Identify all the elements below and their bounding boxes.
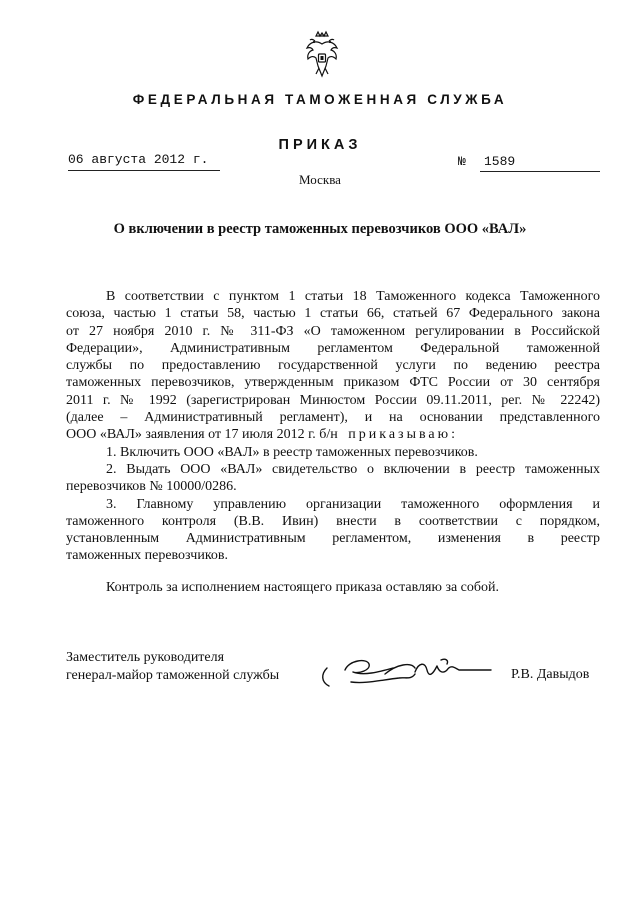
control-statement: Контроль за исполнением настоящего приказа оставляю за собой. (106, 580, 500, 595)
body-line: таможенных перевозчиков, утвержденным приказом ФТС России от 30 сентября (66, 375, 600, 391)
order-item-3-line: 3. Главному управлению организации таможенного оформления и (106, 496, 600, 512)
order-item-2-line: перевозчиков № 10000/0286. (66, 479, 237, 495)
signer-name: Р.В. Давыдов (511, 667, 590, 682)
body-line: 2011 г. № 1992 (зарегистрирован Минюстом России 09.11.2011, рег. № 22242) (66, 392, 600, 408)
signer-position-line: генерал-майор таможенной службы (66, 668, 280, 683)
document-type-title: ПРИКАЗ (278, 137, 362, 153)
double-headed-eagle-emblem-icon (302, 30, 342, 82)
body-line (66, 426, 600, 443)
body-line: союза, частью 1 статьи 58, частью 1 статьи 66, статьей 67 Федерального закона (66, 306, 600, 322)
order-item-3-line: установленным Административным регламентом, изменения в реестр (66, 531, 600, 547)
body-line: (далее – Административный регламент), и на основании представленного (66, 410, 600, 426)
order-word: приказываю: (348, 427, 458, 443)
order-subject: О включении в реестр таможенных перевозчиков ООО «ВАЛ» (113, 221, 527, 237)
signer-position-line: Заместитель руководителя (66, 650, 225, 665)
order-item-1: 1. Включить ООО «ВАЛ» в реестр таможенных перевозчиков. (106, 444, 478, 460)
order-item-2-line: 2. Выдать ООО «ВАЛ» свидетельство о включении в реестр таможенных (106, 461, 600, 477)
body-line: В соответствии с пунктом 1 статьи 18 Таможенного кодекса Таможенного (106, 289, 600, 304)
body-line: Федерации», Административным регламентом Федеральной таможенной (66, 340, 600, 356)
signer-position (66, 649, 279, 685)
order-item-3-line: таможенного контроля (В.В. Ивин) внести в соответствии с порядком, (66, 513, 600, 529)
handwritten-signature (315, 650, 495, 692)
number-sign: № (458, 154, 466, 169)
order-date: 06 августа 2012 г. (68, 152, 220, 171)
organization-name: ФЕДЕРАЛЬНАЯ ТАМОЖЕННАЯ СЛУЖБА (132, 92, 508, 107)
body-line: службы по предоставлению государственной услуги по ведению реестра (66, 358, 600, 374)
order-body (66, 288, 600, 565)
preamble-last-text: ООО «ВАЛ» заявления от 17 июля 2012 г. б/н (66, 427, 338, 443)
city: Москва (299, 172, 341, 187)
body-line: от 27 ноября 2010 г. № 311-ФЗ «О таможенном регулировании в Российской (66, 323, 600, 339)
order-number-field (458, 154, 600, 174)
order-number: 1589 (480, 154, 600, 172)
order-item-3-line: таможенных перевозчиков. (66, 548, 229, 564)
